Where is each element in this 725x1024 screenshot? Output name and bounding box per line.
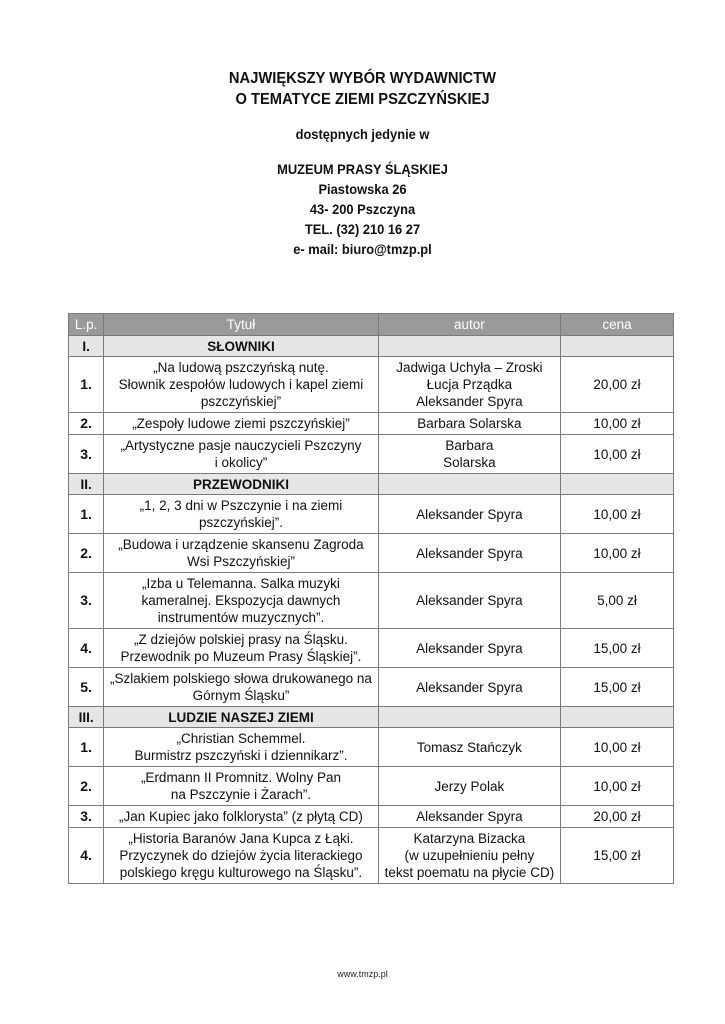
museum-email: e- mail: biuro@tmzp.pl [293, 241, 432, 257]
author-line: Aleksander Spyra [416, 809, 523, 824]
section-name: SŁOWNIKI [104, 336, 379, 357]
section-name: LUDZIE NASZEJ ZIEMI [104, 707, 379, 728]
title-line: „Historia Baranów Jana Kupca z Łąki. [128, 831, 354, 846]
row-number: 3. [69, 573, 104, 629]
section-row [69, 336, 674, 357]
row-title [104, 828, 379, 884]
museum-street: Piastowska 26 [318, 181, 407, 197]
row-title [104, 534, 379, 573]
row-number: 4. [69, 629, 104, 668]
row-author [378, 357, 560, 413]
row-number: 1. [69, 495, 104, 534]
row-number: 1. [69, 728, 104, 767]
table-row [69, 534, 674, 573]
author-line: Jadwiga Uchyła – Zroski [396, 360, 543, 375]
row-author [378, 435, 560, 474]
table-row [69, 629, 674, 668]
museum-phone: TEL. (32) 210 16 27 [304, 221, 421, 237]
title-line: Przewodnik po Muzeum Prasy Śląskiej”. [120, 649, 362, 664]
museum-name: MUZEUM PRASY ŚLĄSKIEJ [277, 161, 448, 177]
column-header-lp: L.p. [69, 314, 104, 336]
title-line: „Izba u Telemanna. Salka muzyki [142, 576, 340, 591]
title-line: Przyczynek do dziejów życia literackiego [119, 848, 363, 863]
author-line: tekst poematu na płycie CD) [384, 865, 555, 880]
title-line: „Budowa i urządzenie skansenu Zagroda [118, 537, 364, 552]
title-line: Burmistrz pszczyński i dziennikarz”. [134, 748, 348, 763]
title-line: „Artystyczne pasje nauczycieli Pszczyny [120, 438, 362, 453]
row-title [104, 357, 379, 413]
author-line: Aleksander Spyra [416, 640, 523, 656]
table-row [69, 767, 674, 806]
column-header-title: Tytuł [104, 314, 379, 336]
title-line: Słownik zespołów ludowych i kapel ziemi [118, 377, 364, 392]
row-number: 4. [69, 828, 104, 884]
row-title [104, 573, 379, 629]
row-price: 20,00 zł [561, 357, 674, 413]
title-line: instrumentów muzycznych”. [157, 610, 325, 625]
table-header-row [69, 314, 674, 336]
footer-url: www.tmzp.pl [337, 969, 388, 979]
row-title [104, 728, 379, 767]
row-price: 15,00 zł [561, 629, 674, 668]
row-author [378, 767, 560, 806]
author-line: Jerzy Polak [434, 778, 505, 794]
title-line: „Christian Schemmel. [176, 731, 306, 746]
row-author [378, 828, 560, 884]
row-author [378, 534, 560, 573]
section-author-empty [378, 707, 560, 728]
row-price: 10,00 zł [561, 413, 674, 435]
table-row [69, 495, 674, 534]
column-header-price: cena [561, 314, 674, 336]
row-price: 10,00 zł [561, 495, 674, 534]
author-line: Aleksander Spyra [416, 545, 523, 561]
row-author [378, 806, 560, 828]
author-line: Aleksander Spyra [416, 394, 523, 409]
title-line: Wsi Pszczyńskiej” [186, 554, 295, 569]
document-subtitle: dostępnych jedynie w [295, 126, 430, 142]
row-title [104, 435, 379, 474]
row-number: 1. [69, 357, 104, 413]
table-row [69, 357, 674, 413]
row-number: 2. [69, 767, 104, 806]
section-row [69, 474, 674, 495]
museum-contact [29, 159, 696, 259]
title-line: „1, 2, 3 dni w Pszczynie i na ziemi [139, 498, 343, 513]
author-line: Aleksander Spyra [416, 593, 523, 608]
table-row [69, 806, 674, 828]
author-line: Solarska [443, 455, 496, 470]
author-line: Aleksander Spyra [416, 506, 523, 522]
row-title [104, 767, 379, 806]
author-line: (w uzupełnieniu pełny [404, 848, 535, 863]
title-line: na Pszczynie i Żarach”. [170, 787, 312, 802]
museum-city: 43- 200 Pszczyna [309, 201, 416, 217]
row-author [378, 495, 560, 534]
title-line: pszczyńskiej”. [198, 515, 283, 530]
author-line: Katarzyna Bizacka [413, 831, 526, 846]
section-number: II. [69, 474, 104, 495]
title-line: „Z dziejów polskiej prasy na Śląsku. [134, 632, 348, 647]
row-price: 10,00 zł [561, 728, 674, 767]
title-line: NAJWIĘKSZY WYBÓR WYDAWNICTW [228, 70, 497, 87]
author-line: Barbara Solarska [417, 416, 522, 431]
table-row [69, 413, 674, 435]
row-title [104, 413, 379, 435]
row-number: 5. [69, 668, 104, 707]
title-line: pszczyńskiej” [200, 394, 282, 409]
row-price: 10,00 zł [561, 767, 674, 806]
table-row [69, 828, 674, 884]
row-author [378, 629, 560, 668]
row-author [378, 413, 560, 435]
section-price-empty [561, 707, 674, 728]
table-body [69, 336, 674, 884]
row-number: 3. [69, 806, 104, 828]
document-title [29, 68, 696, 110]
column-header-author: autor [378, 314, 560, 336]
title-line: i okolicy” [214, 455, 268, 470]
section-author-empty [378, 474, 560, 495]
row-title [104, 495, 379, 534]
row-author [378, 573, 560, 629]
row-price: 10,00 zł [561, 534, 674, 573]
title-line: „Szlakiem polskiego słowa drukowanego na [110, 671, 372, 686]
table-row [69, 573, 674, 629]
row-number: 3. [69, 435, 104, 474]
row-number: 2. [69, 534, 104, 573]
title-line: „Jan Kupiec jako folklorysta” (z płytą CD) [119, 809, 363, 824]
document-header [0, 68, 725, 259]
author-line: Aleksander Spyra [416, 679, 523, 695]
row-price: 15,00 zł [561, 668, 674, 707]
author-line: Barbara [445, 438, 494, 453]
row-title [104, 668, 379, 707]
publications-table [68, 313, 674, 884]
row-author [378, 728, 560, 767]
section-number: III. [69, 707, 104, 728]
section-name: PRZEWODNIKI [104, 474, 379, 495]
table-row [69, 728, 674, 767]
author-line: Łucja Prządka [426, 377, 513, 392]
section-row [69, 707, 674, 728]
section-price-empty [561, 336, 674, 357]
author-line: Tomasz Stańczyk [416, 739, 522, 755]
section-price-empty [561, 474, 674, 495]
row-title [104, 629, 379, 668]
row-number: 2. [69, 413, 104, 435]
title-line: „Zespoły ludowe ziemi pszczyńskiej” [132, 416, 350, 431]
section-number: I. [69, 336, 104, 357]
table-row [69, 435, 674, 474]
table-row [69, 668, 674, 707]
title-line: polskiego kręgu kulturowego na Śląsku”. [119, 865, 363, 880]
section-author-empty [378, 336, 560, 357]
row-title [104, 806, 379, 828]
row-author [378, 668, 560, 707]
title-line: kameralnej. Ekspozycja dawnych [141, 593, 341, 608]
row-price: 20,00 zł [561, 806, 674, 828]
title-line: „Na ludową pszczyńską nutę. [153, 360, 329, 375]
title-line: „Erdmann II Promnitz. Wolny Pan [140, 770, 342, 785]
title-line: Górnym Śląsku” [192, 688, 290, 703]
row-price: 10,00 zł [561, 435, 674, 474]
title-line: O TEMATYCE ZIEMI PSZCZYŃSKIEJ [235, 91, 490, 108]
row-price: 15,00 zł [561, 828, 674, 884]
row-price: 5,00 zł [561, 573, 674, 629]
